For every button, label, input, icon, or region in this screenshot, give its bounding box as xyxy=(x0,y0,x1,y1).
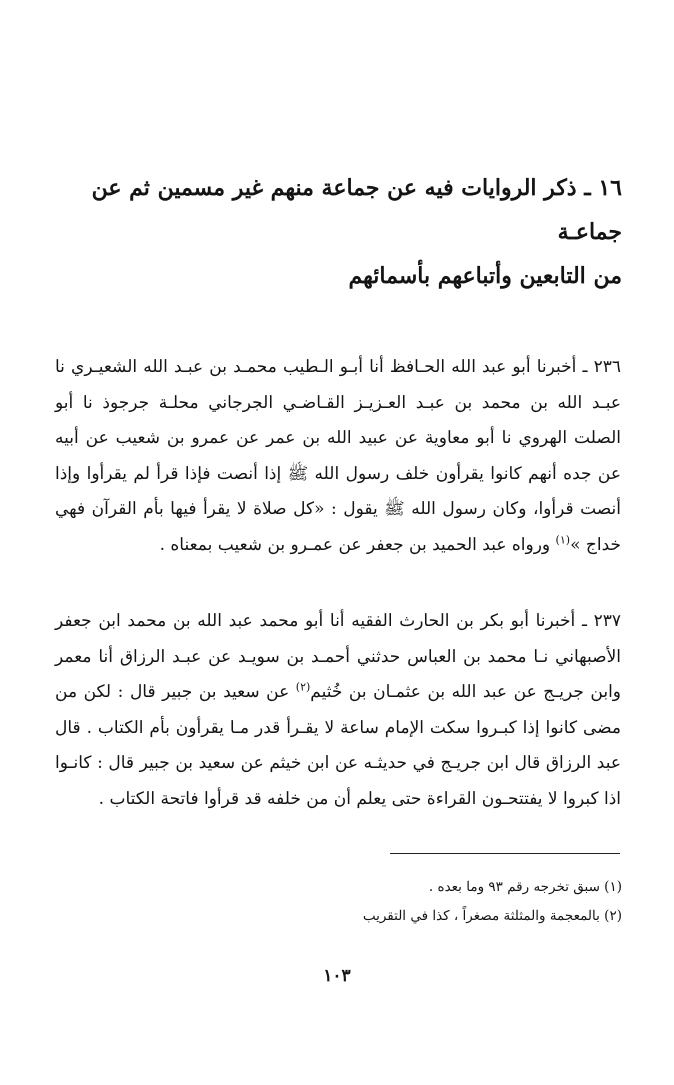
footnotes xyxy=(250,873,622,931)
section-heading xyxy=(48,166,622,298)
footnote-1: (١) سبق تخرجه رقم ٩٣ وما بعده . xyxy=(428,879,622,895)
page-number: ١٠٣ xyxy=(323,966,351,986)
hadith-paragraph-237 xyxy=(55,604,621,817)
footnote-2: (٢) بالمعجمة والمثلثة مصغراً ، كذا في التقريب xyxy=(362,908,622,924)
section-heading-line-1: ١٦ ـ ذكر الروايات فيه عن جماعة منهم غير مسمين ثم عن جماعـة xyxy=(91,175,622,245)
hadith-text: أخبرنا أبو عبد الله الحـافظ أنا أبـو الـطيب محمـد بن عبـد الله الشعيـري نا عبـد الله بن محمد بن عبـد العـزيـز القـاضـي الجرجاني محلـة جرجوذ نا أبو الصلت الهروي نا أبو معاوية عن عبيد الله بن عمر عن عمرو بن شعيب عن أبيه عن جده أنهم كانوا يقرأون خلف رسول الله ﷺ إذا أنصت فإذا قرأ لم يقرأوا وإذا أنصت قرأوا، وكان رسول الله ﷺ يقول : «كل صلاة لا يقرأ فيها بأم القرآن فهي خداج » xyxy=(55,357,621,555)
footnote-ref-1[interactable]: (١) xyxy=(555,532,571,546)
hadith-number: ٢٣٦ ـ xyxy=(582,357,621,377)
section-heading-line-2: من التابعين وأتباعهم بأسمائهم xyxy=(348,263,622,289)
hadith-text-continued: عن سعيد بن جبير قال : لكن من مضى كانوا إذا كبـروا سكت الإمام ساعة لا يقـرأ قدر مـا يقرأون بأم الكتاب . قال عبد الرزاق قال ابن جريـج في حديثـه عن ابن خيثم عن سعيد بن جبير قال : كانـوا اذا كبروا لا يفتتحـون القراءة حتى يعلم أن من خلفه قد قرأوا فاتحة الكتاب . xyxy=(55,682,621,809)
hadith-text-continued: ورواه عبد الحميد بن جعفر عن عمـرو بن شعيب بمعناه . xyxy=(159,534,556,555)
hadith-number: ٢٣٧ ـ xyxy=(581,611,621,631)
hadith-paragraph-236 xyxy=(55,350,621,563)
footnote-ref-2[interactable]: (٢) xyxy=(295,680,311,694)
footnote-divider xyxy=(390,853,620,854)
hadith-text: أخبرنا أبو بكر بن الحارث الفقيه أنا أبو محمد عبد الله بن محمد ابن جعفر الأصبهاني نـا محمد بن العباس حدثني أحمـد بن سويـد عن عبـد الرزاق أنا معمر وابن جريـج عن عبد الله بن عثمـان بن خُثيم xyxy=(55,611,622,702)
